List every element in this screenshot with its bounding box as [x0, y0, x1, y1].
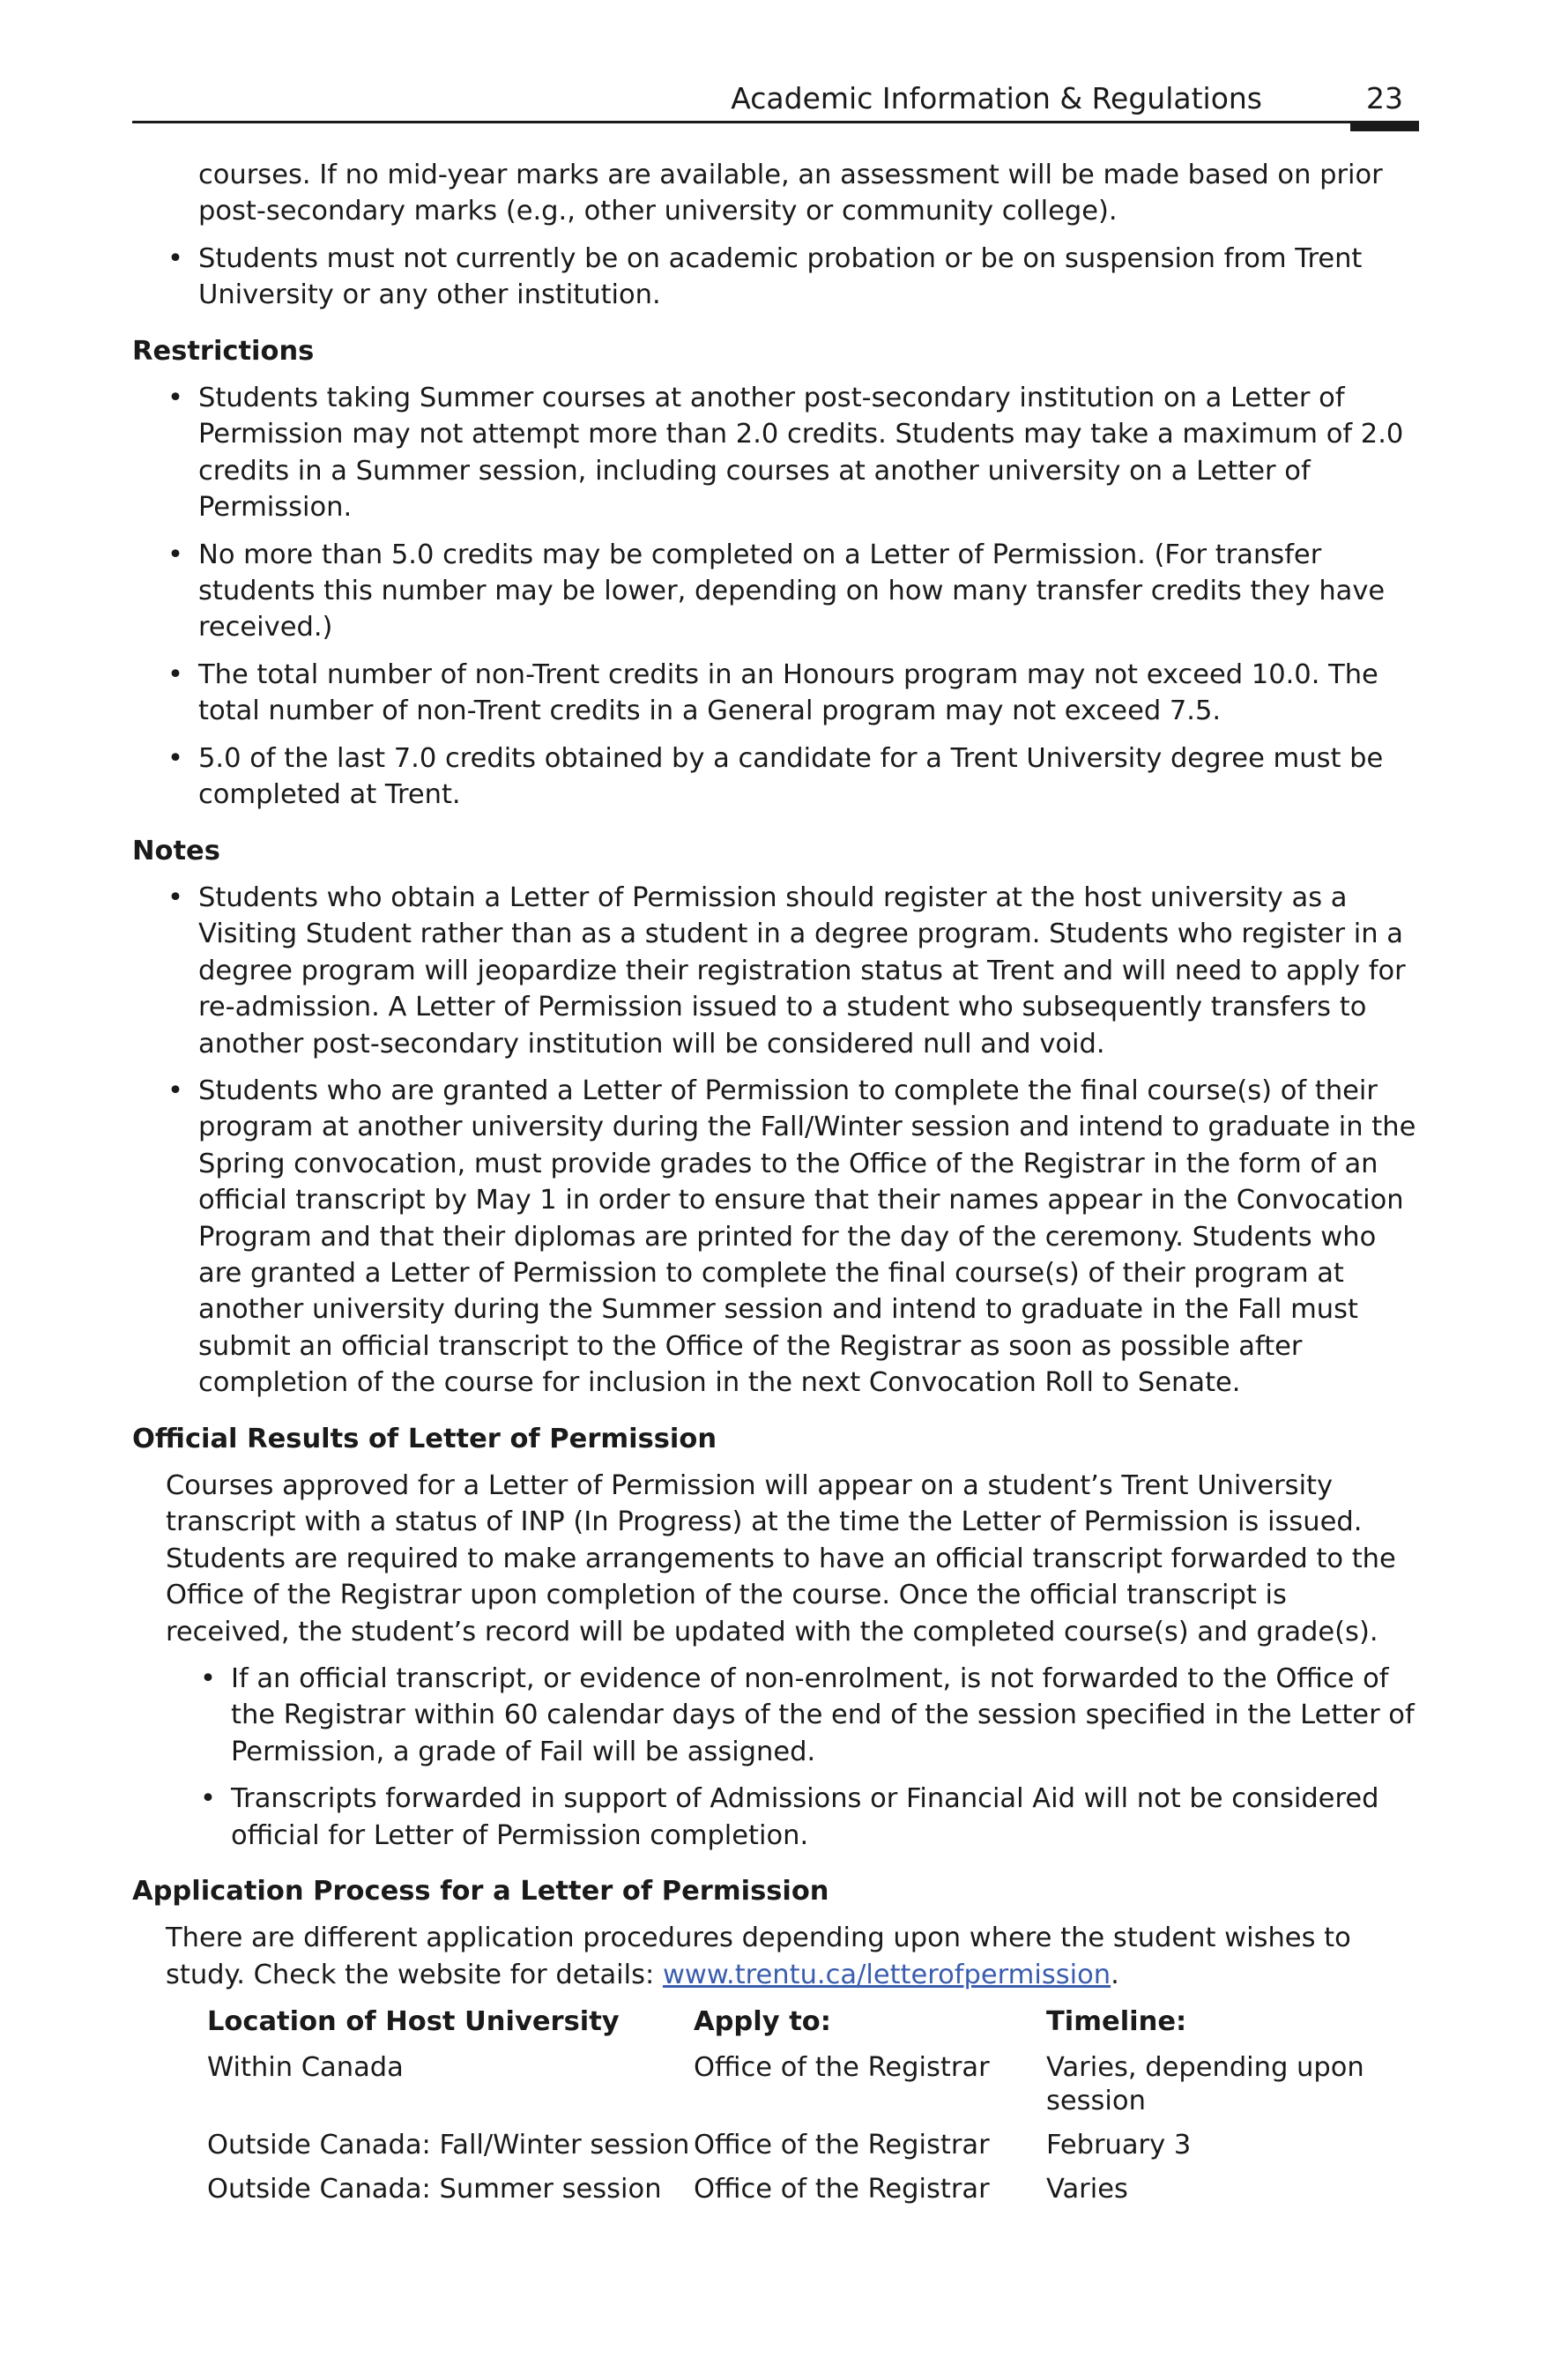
- link-suffix: .: [1111, 1959, 1119, 1990]
- restrictions-list: [132, 380, 1419, 813]
- official-results-paragraph: Courses approved for a Letter of Permission will appear on a student’s Trent University transcript with a status of INP (In Progress) at the time the Letter of Permission is issued. Students are required to make arrangements to have an official transcript forwarded to the Office of the Registrar upon completion of the course. Once the official transcript is received, the student’s record will be updated with the completed course(s) and grade(s).: [166, 1470, 1396, 1647]
- list-item-text: Students must not currently be on academic probation or be on suspension from Trent University or any other institution.: [198, 242, 1363, 311]
- running-header: [132, 74, 1419, 123]
- table-header-row: [207, 2005, 1381, 2051]
- notes-heading: Notes: [132, 835, 220, 866]
- host-university-table: [207, 2005, 1381, 2217]
- intro-list: [132, 241, 1419, 314]
- page-number: 23: [1366, 81, 1403, 115]
- continued-text: courses. If no mid-year marks are available, an assessment will be made based on prior post-secondary marks (e.g., other university or community college).: [198, 160, 1383, 227]
- list-item-text: Transcripts forwarded in support of Admissions or Financial Aid will not be considered official for Letter of Permission completion.: [231, 1783, 1379, 1851]
- list-item: [132, 1781, 1419, 1854]
- official-results-heading: Official Results of Letter of Permission: [132, 1423, 717, 1454]
- list-item: [132, 1661, 1419, 1770]
- table-row: [207, 2051, 1381, 2129]
- list-item-text: The total number of non-Trent credits in an Honours program may not exceed 10.0. The total number of non-Trent credits in a General program may not exceed 7.5.: [198, 658, 1378, 727]
- list-item-text: 5.0 of the last 7.0 credits obtained by a candidate for a Trent University degree must be completed at Trent.: [198, 742, 1384, 811]
- column-header-location: Location of Host University: [207, 2006, 620, 2038]
- restrictions-heading: Restrictions: [132, 335, 315, 367]
- bullet-icon: •: [167, 1075, 183, 1106]
- bullet-icon: •: [167, 539, 183, 570]
- application-paragraph: [132, 1920, 1419, 1993]
- table-cell: Office of the Registrar: [694, 2130, 990, 2161]
- page-number-bar: [1350, 121, 1419, 131]
- list-item: [132, 657, 1419, 730]
- official-results-list: [132, 1661, 1419, 1854]
- header-rule: [132, 121, 1419, 123]
- list-item-text: No more than 5.0 credits may be completed on a Letter of Permission. (For transfer students this number may be lower, depending on how many transfer credits they have received.): [198, 539, 1386, 643]
- bullet-icon: •: [167, 742, 183, 774]
- table-cell: Outside Canada: Fall/Winter session: [207, 2130, 690, 2161]
- table-cell: Within Canada: [207, 2052, 404, 2084]
- bullet-icon: •: [200, 1663, 216, 1695]
- bullet-icon: •: [167, 242, 183, 274]
- table-row: [207, 2173, 1381, 2217]
- table-cell: Office of the Registrar: [694, 2052, 990, 2084]
- list-item: [132, 880, 1419, 1062]
- list-item-text: If an official transcript, or evidence of non-enrolment, is not forwarded to the Office of the Registrar within 60 calendar days of the end of the session specified in the Letter of Permission, a grade of Fail will be assigned.: [231, 1663, 1415, 1767]
- table-cell: Varies, depending upon session: [1046, 2052, 1364, 2117]
- bullet-icon: •: [200, 1783, 216, 1815]
- table-cell: February 3: [1046, 2130, 1192, 2161]
- page-content: [132, 157, 1419, 2217]
- list-item: [132, 1073, 1419, 1402]
- table-cell: Outside Canada: Summer session: [207, 2174, 662, 2205]
- table-cell: Varies: [1046, 2174, 1128, 2205]
- bullet-icon: •: [167, 658, 183, 690]
- list-item-text: Students taking Summer courses at another post-secondary institution on a Letter of Permission may not attempt more than 2.0 credits. Students may take a maximum of 2.0 credits in a Summer session, including courses at another university on a Letter of Permission.: [198, 383, 1404, 524]
- notes-list: [132, 880, 1419, 1402]
- application-text: There are different application procedures depending upon where the student wishes to study. Check the website for details:: [166, 1923, 1351, 1990]
- list-item: [132, 740, 1419, 814]
- table-row: [207, 2129, 1381, 2173]
- list-item: [132, 380, 1419, 526]
- column-header-apply-to: Apply to:: [694, 2006, 831, 2038]
- column-header-timeline: Timeline:: [1046, 2006, 1187, 2038]
- bullet-icon: •: [167, 383, 183, 414]
- letter-of-permission-link[interactable]: www.trentu.ca/letterofpermission: [662, 1959, 1111, 1990]
- application-heading: Application Process for a Letter of Permission: [132, 1876, 829, 1908]
- table-cell: Office of the Registrar: [694, 2174, 990, 2205]
- section-title: Academic Information & Regulations: [731, 81, 1262, 115]
- bullet-icon: •: [167, 881, 183, 913]
- list-item: [132, 537, 1419, 646]
- list-item-text: Students who are granted a Letter of Permission to complete the final course(s) of their program at another university during the Fall/Winter session and intend to graduate in the Spring convocation, must provide grades to the Office of the Registrar in the form of an official transcript by May 1 in order to ensure that their names appear in the Convocation Program and that their diplomas are printed for the day of the ceremony. Students who are granted a Letter of Permission to complete the final course(s) of their program at another university during the Summer session and intend to graduate in the Fall must submit an official transcript to the Office of the Registrar as soon as possible after completion of the course for inclusion in the next Convocation Roll to Senate.: [198, 1075, 1416, 1399]
- list-item: [132, 241, 1419, 314]
- list-item-text: Students who obtain a Letter of Permission should register at the host university as a Visiting Student rather than as a student in a degree program. Students who register in a degree program will jeopardize their registration status at Trent and will need to apply for re-admission. A Letter of Permission issued to a student who subsequently transfers to another post-secondary institution will be considered null and void.: [198, 881, 1406, 1060]
